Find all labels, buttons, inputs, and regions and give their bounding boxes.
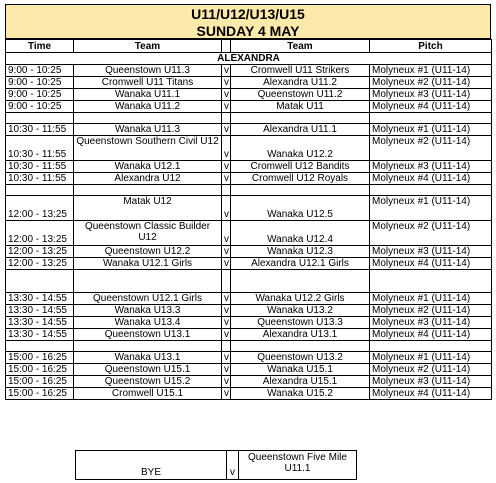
fixture-away-team: Queenstown U13.2 xyxy=(231,352,370,364)
fixture-vs: v xyxy=(222,77,231,89)
bye-row xyxy=(76,451,357,480)
spacer-row xyxy=(6,113,492,124)
spacer-cell xyxy=(74,341,222,352)
fixture-home-team: Wanaka U13.4 xyxy=(74,317,222,329)
fixture-pitch: Molyneux #1 (U11-14) xyxy=(370,293,492,305)
fixture-home-team: Alexandra U12 xyxy=(74,173,222,185)
fixture-away-team: Wanaka U15.1 xyxy=(231,364,370,376)
fixture-row xyxy=(6,258,492,270)
fixture-row xyxy=(6,388,492,400)
fixture-vs: v xyxy=(222,196,231,221)
fixture-pitch: Molyneux #3 (U11-14) xyxy=(370,161,492,173)
fixture-vs: v xyxy=(222,352,231,364)
fixture-vs: v xyxy=(222,221,231,246)
fixture-vs: v xyxy=(222,388,231,400)
fixture-away-team: Cromwell U11 Strikers xyxy=(231,65,370,77)
fixture-row xyxy=(6,246,492,258)
spacer-cell xyxy=(370,270,492,293)
fixture-time: 15:00 - 16:25 xyxy=(6,388,74,400)
fixture-row xyxy=(6,161,492,173)
spacer-cell xyxy=(222,113,231,124)
fixture-home-team: Queenstown U15.1 xyxy=(74,364,222,376)
fixture-away-team: Alexandra U13.1 xyxy=(231,329,370,341)
fixture-pitch: Molyneux #1 (U11-14) xyxy=(370,124,492,136)
fixture-time: 12:00 - 13:25 xyxy=(6,221,74,246)
spacer-cell xyxy=(370,341,492,352)
fixture-away-team: Matak U11 xyxy=(231,101,370,113)
spacer-row xyxy=(6,270,492,293)
fixture-row xyxy=(6,65,492,77)
fixture-vs: v xyxy=(222,65,231,77)
fixture-pitch: Molyneux #1 (U11-14) xyxy=(370,352,492,364)
fixture-home-team: Wanaka U13.3 xyxy=(74,305,222,317)
fixture-home-team: Wanaka U11.1 xyxy=(74,89,222,101)
fixture-row xyxy=(6,329,492,341)
fixture-vs: v xyxy=(222,258,231,270)
fixture-time: 10:30 - 11:55 xyxy=(6,124,74,136)
fixture-away-team: Wanaka U12.4 xyxy=(231,221,370,246)
fixture-vs: v xyxy=(222,89,231,101)
fixture-pitch: Molyneux #4 (U11-14) xyxy=(370,329,492,341)
bye-vs: v xyxy=(227,451,239,480)
fixture-home-team: Queenstown Southern Civil U12 xyxy=(74,136,222,161)
fixture-away-team: Wanaka U12.2 xyxy=(231,136,370,161)
fixture-vs: v xyxy=(222,136,231,161)
fixture-time: 15:00 - 16:25 xyxy=(6,352,74,364)
fixture-vs: v xyxy=(222,124,231,136)
spacer-cell xyxy=(370,185,492,196)
spacer-cell xyxy=(231,341,370,352)
spacer-cell xyxy=(74,113,222,124)
schedule-title-box xyxy=(5,4,491,39)
fixture-vs: v xyxy=(222,293,231,305)
fixture-pitch: Molyneux #2 (U11-14) xyxy=(370,136,492,161)
fixture-time: 13:30 - 14:55 xyxy=(6,329,74,341)
fixture-pitch: Molyneux #3 (U11-14) xyxy=(370,317,492,329)
fixture-pitch: Molyneux #2 (U11-14) xyxy=(370,305,492,317)
venue-name: ALEXANDRA xyxy=(6,53,492,65)
spacer-cell xyxy=(222,270,231,293)
fixture-home-team: Queenstown U12.1 Girls xyxy=(74,293,222,305)
bye-table xyxy=(75,450,357,480)
fixture-row xyxy=(6,305,492,317)
fixture-away-team: Alexandra U11.2 xyxy=(231,77,370,89)
fixture-time: 12:00 - 13:25 xyxy=(6,246,74,258)
spacer-row xyxy=(6,341,492,352)
fixture-away-team: Alexandra U15.1 xyxy=(231,376,370,388)
fixture-time: 9:00 - 10:25 xyxy=(6,89,74,101)
header-team-away: Team xyxy=(231,40,370,53)
fixture-pitch: Molyneux #2 (U11-14) xyxy=(370,221,492,246)
fixture-home-team: Wanaka U11.3 xyxy=(74,124,222,136)
fixture-home-team: Wanaka U12.1 Girls xyxy=(74,258,222,270)
fixture-time: 12:00 - 13:25 xyxy=(6,196,74,221)
fixture-time: 9:00 - 10:25 xyxy=(6,77,74,89)
fixture-away-team: Wanaka U13.2 xyxy=(231,305,370,317)
schedule-sheet xyxy=(5,4,491,400)
fixture-row xyxy=(6,352,492,364)
fixture-time: 15:00 - 16:25 xyxy=(6,364,74,376)
fixture-home-team: Wanaka U12.1 xyxy=(74,161,222,173)
fixture-row xyxy=(6,364,492,376)
fixture-row xyxy=(6,293,492,305)
fixture-home-team: Cromwell U15.1 xyxy=(74,388,222,400)
fixture-pitch: Molyneux #3 (U11-14) xyxy=(370,89,492,101)
spacer-cell xyxy=(6,270,74,293)
header-team-home: Team xyxy=(74,40,222,53)
fixture-home-team: Wanaka U11.2 xyxy=(74,101,222,113)
fixture-time: 9:00 - 10:25 xyxy=(6,65,74,77)
fixture-home-team: Queenstown Classic Builder U12 xyxy=(74,221,222,246)
bye-label: BYE xyxy=(76,451,227,480)
fixture-vs: v xyxy=(222,161,231,173)
table-header-row xyxy=(6,40,492,53)
fixture-time: 10:30 - 11:55 xyxy=(6,173,74,185)
header-pitch: Pitch xyxy=(370,40,492,53)
header-time: Time xyxy=(6,40,74,53)
fixture-row xyxy=(6,317,492,329)
fixture-home-team: Queenstown U15.2 xyxy=(74,376,222,388)
fixture-vs: v xyxy=(222,376,231,388)
spacer-cell xyxy=(231,270,370,293)
spacer-cell xyxy=(222,341,231,352)
fixture-away-team: Wanaka U12.3 xyxy=(231,246,370,258)
venue-row xyxy=(6,53,492,65)
fixture-row xyxy=(6,136,492,161)
fixture-home-team: Cromwell U11 Titans xyxy=(74,77,222,89)
fixture-pitch: Molyneux #4 (U11-14) xyxy=(370,258,492,270)
fixture-home-team: Queenstown U11.3 xyxy=(74,65,222,77)
fixture-away-team: Queenstown U13.3 xyxy=(231,317,370,329)
spacer-row xyxy=(6,185,492,196)
schedule-date: SUNDAY 4 MAY xyxy=(196,23,300,39)
fixture-row xyxy=(6,221,492,246)
fixture-time: 15:00 - 16:25 xyxy=(6,376,74,388)
fixture-row xyxy=(6,196,492,221)
fixtures-body xyxy=(6,65,492,400)
spacer-cell xyxy=(74,270,222,293)
fixture-away-team: Wanaka U12.5 xyxy=(231,196,370,221)
fixture-row xyxy=(6,376,492,388)
spacer-cell xyxy=(231,185,370,196)
fixture-row xyxy=(6,89,492,101)
fixture-row xyxy=(6,101,492,113)
fixture-vs: v xyxy=(222,329,231,341)
spacer-cell xyxy=(6,185,74,196)
fixture-pitch: Molyneux #3 (U11-14) xyxy=(370,376,492,388)
fixture-pitch: Molyneux #2 (U11-14) xyxy=(370,364,492,376)
fixture-pitch: Molyneux #4 (U11-14) xyxy=(370,388,492,400)
fixture-row xyxy=(6,77,492,89)
fixture-home-team: Queenstown U12.2 xyxy=(74,246,222,258)
fixtures-table xyxy=(5,39,492,400)
fixture-time: 13:30 - 14:55 xyxy=(6,317,74,329)
spacer-cell xyxy=(222,185,231,196)
fixture-pitch: Molyneux #1 (U11-14) xyxy=(370,196,492,221)
fixture-vs: v xyxy=(222,101,231,113)
spacer-cell xyxy=(370,113,492,124)
spacer-cell xyxy=(6,341,74,352)
spacer-cell xyxy=(74,185,222,196)
fixture-away-team: Cromwell U12 Bandits xyxy=(231,161,370,173)
fixture-time: 9:00 - 10:25 xyxy=(6,101,74,113)
fixture-pitch: Molyneux #1 (U11-14) xyxy=(370,65,492,77)
spacer-cell xyxy=(6,113,74,124)
fixture-vs: v xyxy=(222,317,231,329)
header-vs-blank xyxy=(222,40,231,53)
fixture-away-team: Wanaka U15.2 xyxy=(231,388,370,400)
fixture-row xyxy=(6,124,492,136)
fixture-vs: v xyxy=(222,246,231,258)
fixture-vs: v xyxy=(222,364,231,376)
fixture-pitch: Molyneux #3 (U11-14) xyxy=(370,246,492,258)
fixture-time: 13:30 - 14:55 xyxy=(6,305,74,317)
schedule-title: U11/U12/U13/U15 xyxy=(191,6,305,22)
fixture-home-team: Wanaka U13.1 xyxy=(74,352,222,364)
fixture-pitch: Molyneux #4 (U11-14) xyxy=(370,101,492,113)
fixture-time: 10:30 - 11:55 xyxy=(6,136,74,161)
spacer-cell xyxy=(231,113,370,124)
fixture-home-team: Queenstown U13.1 xyxy=(74,329,222,341)
fixture-time: 12:00 - 13:25 xyxy=(6,258,74,270)
bye-team: Queenstown Five Mile U11.1 xyxy=(239,451,357,480)
fixture-away-team: Queenstown U11.2 xyxy=(231,89,370,101)
fixture-home-team: Matak U12 xyxy=(74,196,222,221)
fixture-vs: v xyxy=(222,173,231,185)
fixture-away-team: Wanaka U12.2 Girls xyxy=(231,293,370,305)
fixture-time: 13:30 - 14:55 xyxy=(6,293,74,305)
fixture-away-team: Alexandra U12.1 Girls xyxy=(231,258,370,270)
fixture-pitch: Molyneux #2 (U11-14) xyxy=(370,77,492,89)
fixture-away-team: Cromwell U12 Royals xyxy=(231,173,370,185)
fixture-away-team: Alexandra U11.1 xyxy=(231,124,370,136)
fixture-time: 10:30 - 11:55 xyxy=(6,161,74,173)
fixture-row xyxy=(6,173,492,185)
fixture-pitch: Molyneux #4 (U11-14) xyxy=(370,173,492,185)
fixture-vs: v xyxy=(222,305,231,317)
